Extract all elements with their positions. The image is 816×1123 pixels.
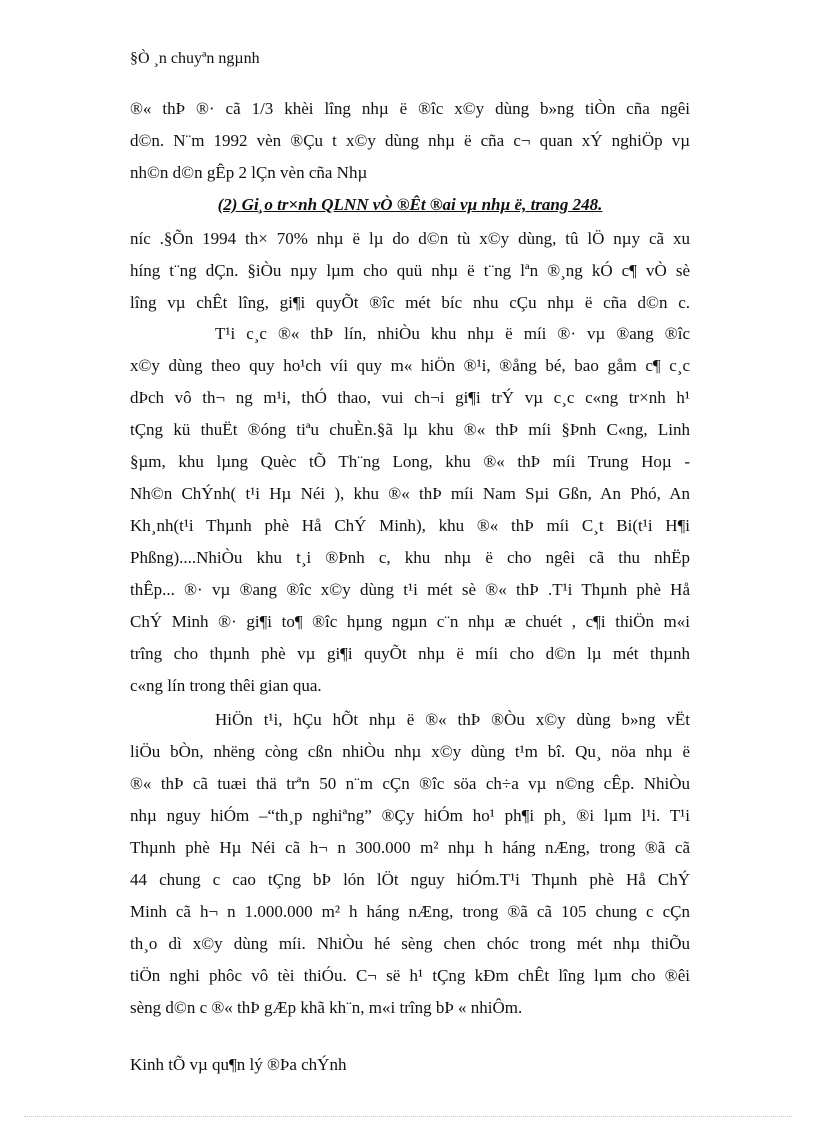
para3-line-4: tÇng kü thuËt ®óng tiªu chuÈn.§ã lµ khu ®« thÞ míi §Þnh C«ng, Linh (130, 420, 690, 439)
para2-line-1: níc .§Õn 1994 th× 70% nhµ ë lµ do d©n tù x©y dùng, tû lÖ nµy cã xu (130, 229, 690, 248)
para1-line-1: ®« thÞ ®· cã 1/3 khèi lîng nhµ ë ®îc x©y dùng b»ng tiÒn cña ngêi (130, 99, 690, 118)
para4-line-1: HiÖn t¹i, hÇu hÕt nhµ ë ®« thÞ ®Òu x©y dùng b»ng vËt (215, 710, 690, 729)
para3-line-1: T¹i c¸c ®« thÞ lín, nhiÒu khu nhµ ë míi ®· vµ ®ang ®îc (215, 324, 690, 343)
para4-line-8: th¸o dì x©y dùng míi. NhiÒu hé sèng chen chóc trong mét nhµ thiÕu (130, 934, 690, 953)
para3-line-11: trîng cho thµnh phè vµ gi¶i quyÕt nhµ ë míi cho d©n lµ mét thµnh (130, 644, 690, 663)
para4-line-2: liÖu bÒn, nhëng còng cßn nhiÒu nhµ x©y dùng t¹m bî. Qu¸ nöa nhµ ë (130, 742, 690, 761)
running-header: §Ò ¸n chuyªn ngµnh (130, 50, 260, 67)
para4-line-4: nhµ nguy hiÓm –“th¸p nghiªng” ®Çy hiÓm ho¹ ph¶i ph¸ ®i lµm l¹i. T¹i (130, 806, 690, 825)
para1-line-2: d©n. N¨m 1992 vèn ®Çu t x©y dùng nhµ ë cña c¬ quan xÝ nghiÖp vµ (130, 131, 690, 150)
page-bottom-rule (24, 1116, 792, 1117)
footnote-caption (130, 194, 690, 216)
footnote-caption-text: (2) Gi¸o tr×nh QLNN vÒ ®Êt ®ai vµ nhµ ë, trang 248. (217, 195, 603, 214)
para4-line-5: Thµnh phè Hµ Néi cã h¬ n 300.000 m² nhµ h háng nÆng, trong ®ã cã (130, 838, 690, 857)
para3-line-8: Phßng)....NhiÒu khu t¸i ®Þnh c, khu nhµ ë cho ngêi cã thu nhËp (130, 548, 690, 567)
para3-line-10: ChÝ Minh ®· gi¶i to¶ ®îc hµng ngµn c¨n nhµ æ chuét , c¶i thiÖn m«i (130, 612, 690, 631)
para4-line-9: tiÖn nghi phôc vô tèi thiÓu. C¬ së h¹ tÇng kÐm chÊt lîng lµm cho ®êi (130, 966, 690, 985)
para3-line-9: thÊp... ®· vµ ®ang ®îc x©y dùng t¹i mét sè ®« thÞ .T¹i Thµnh phè Hå (130, 580, 690, 599)
para2-line-3: lîng vµ chÊt lîng, gi¶i quyÕt ®îc mét bíc nhu cÇu nhµ ë cña d©n c. (130, 293, 690, 312)
para3-line-5: §µm, khu lµng Quèc tÕ Th¨ng Long, khu ®« thÞ míi Trung Hoµ - (130, 452, 690, 471)
para3-line-2: x©y dùng theo quy ho¹ch víi quy m« hiÖn ®¹i, ®ång bé, bao gåm c¶ c¸c (130, 356, 690, 375)
para3-line-3: dÞch vô th¬ ng m¹i, thÓ thao, vui ch¬i gi¶i trÝ vµ c¸c c«ng tr×nh h¹ (130, 388, 690, 407)
para3-line-6: Nh©n ChÝnh( t¹i Hµ Néi ), khu ®« thÞ míi Nam Sµi Gßn, An Phó, An (130, 484, 690, 503)
para1-line-3: nh©n d©n gÊp 2 lÇn vèn cña Nhµ (130, 163, 368, 182)
para4-line-6: 44 chung c cao tÇng bÞ lón lÖt nguy hiÓm.T¹i Thµnh phè Hå ChÝ (130, 870, 690, 889)
para4-line-10: sèng d©n c ®« thÞ gÆp khã kh¨n, m«i trîng bÞ « nhiÔm. (130, 998, 523, 1017)
para2-line-2: híng t¨ng dÇn. §iÒu nµy lµm cho quü nhµ ë t¨ng lªn ®¸ng kÓ c¶ vÒ sè (130, 261, 690, 280)
para3-line-7: Kh¸nh(t¹i Thµnh phè Hå ChÝ Minh), khu ®« thÞ míi C¸t Bi(t¹i H¶i (130, 516, 690, 535)
para4-line-7: Minh cã h¬ n 1.000.000 m² h háng nÆng, trong ®ã cã 105 chung c cÇn (130, 902, 690, 921)
running-footer: Kinh tÕ vµ qu¶n lý ®Þa chÝnh (130, 1055, 347, 1074)
para4-line-3: ®« thÞ cã tuæi thä trªn 50 n¨m cÇn ®îc söa ch÷a vµ n©ng cÊp. NhiÒu (130, 774, 690, 793)
para3-line-12: c«ng lín trong thêi gian qua. (130, 676, 322, 695)
